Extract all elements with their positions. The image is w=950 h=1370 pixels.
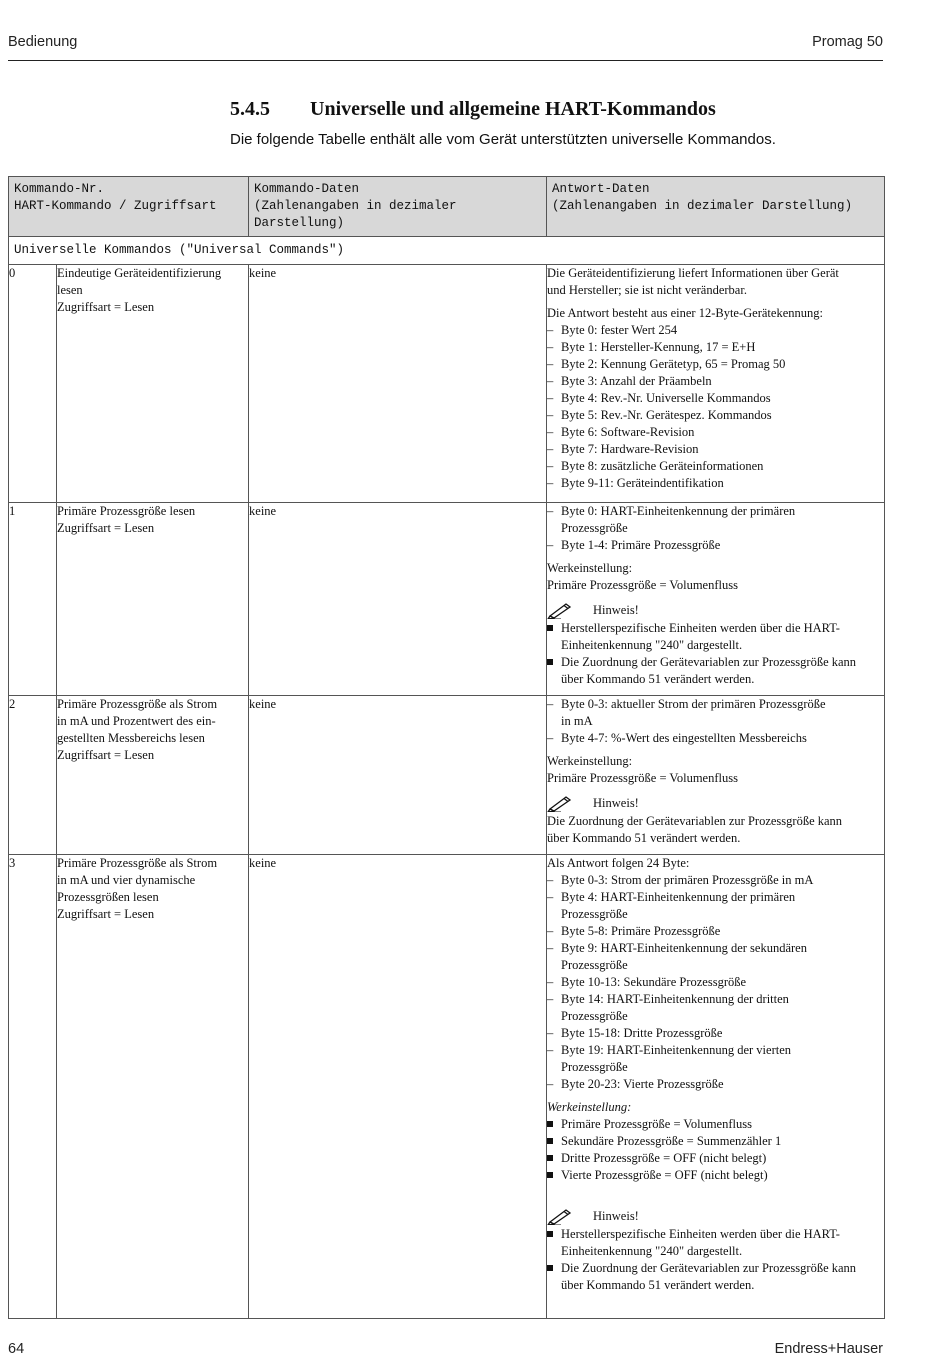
note-text: über Kommando 51 verändert werden. bbox=[561, 1278, 755, 1292]
table-row bbox=[9, 696, 885, 855]
list-item-text: Byte 0-3: Strom der primären Prozessgröße in mA bbox=[561, 873, 814, 887]
command-text: lesen bbox=[57, 283, 83, 297]
header-command-data bbox=[249, 177, 547, 237]
list-item-text: Byte 0: HART-Einheitenkennung der primären bbox=[561, 504, 796, 518]
list-item: – Byte 1: Hersteller-Kennung, 17 = E+H bbox=[547, 339, 884, 356]
factory-setting-item: Sekundäre Prozessgröße = Summenzähler 1 bbox=[547, 1133, 884, 1150]
list-item: – Byte 6: Software-Revision bbox=[547, 424, 884, 441]
command-data: keine bbox=[249, 503, 547, 696]
list-item-text: Prozessgröße bbox=[561, 521, 628, 535]
command-text: Primäre Prozessgröße lesen bbox=[57, 504, 196, 518]
header-command-line1: Kommando-Nr. bbox=[14, 182, 105, 196]
access-mode: Zugriffsart = Lesen bbox=[57, 907, 155, 921]
header-data-line1: Kommando-Daten bbox=[254, 182, 360, 196]
response-data bbox=[547, 696, 885, 855]
header-response-data bbox=[547, 177, 885, 237]
list-item bbox=[547, 974, 884, 991]
list-item: – Byte 9-11: Geräteindentifikation bbox=[547, 475, 884, 492]
section-title: Universelle und allgemeine HART-Kommandos bbox=[310, 98, 716, 120]
response-text: Als Antwort folgen 24 Byte: bbox=[547, 856, 690, 870]
list-item bbox=[547, 696, 884, 730]
note-title: Hinweis! bbox=[593, 602, 639, 617]
list-item: – Byte 7: Hardware-Revision bbox=[547, 441, 884, 458]
note-text: Die Zuordnung der Gerätevariablen zur Prozessgröße kann bbox=[547, 814, 843, 828]
note-text: Einheitenkennung "240" dargestellt. bbox=[561, 1244, 743, 1258]
note-title: Hinweis! bbox=[593, 795, 639, 810]
access-mode: Zugriffsart = Lesen bbox=[57, 521, 155, 535]
command-number: 3 bbox=[9, 855, 57, 1319]
note-item bbox=[547, 620, 884, 654]
list-item bbox=[547, 889, 884, 923]
command-text: Primäre Prozessgröße als Strom bbox=[57, 856, 218, 870]
page-number: 64 bbox=[8, 1341, 25, 1357]
section-number: 5.4.5 bbox=[230, 98, 270, 120]
response-text: Die Antwort besteht aus einer 12-Byte-Gerätekennung: bbox=[547, 306, 823, 320]
list-item bbox=[547, 730, 884, 747]
command-description bbox=[57, 696, 249, 855]
table-row bbox=[9, 265, 885, 503]
list-item: – Byte 0: fester Wert 254 bbox=[547, 322, 884, 339]
list-item-text: Byte 10-13: Sekundäre Prozessgröße bbox=[561, 975, 747, 989]
command-text: Primäre Prozessgröße als Strom bbox=[57, 697, 218, 711]
running-header-chapter: Bedienung bbox=[8, 34, 78, 50]
pencil-note-icon bbox=[547, 1207, 573, 1225]
access-mode: Zugriffsart = Lesen bbox=[57, 748, 155, 762]
response-text: und Hersteller; sie ist nicht veränderbar. bbox=[547, 283, 747, 297]
header-command-line2: HART-Kommando / Zugriffsart bbox=[14, 199, 217, 213]
list-item-text: Byte 5-8: Primäre Prozessgröße bbox=[561, 924, 721, 938]
list-item-text: Byte 20-23: Vierte Prozessgröße bbox=[561, 1077, 724, 1091]
note-heading bbox=[547, 600, 884, 620]
note-heading bbox=[547, 1206, 884, 1226]
command-text: gestellten Messbereichs lesen bbox=[57, 731, 205, 745]
note-text: Herstellerspezifische Einheiten werden über die HART- bbox=[561, 621, 840, 635]
intro-text: Die folgende Tabelle enthält alle vom Gerät unterstützten universelle Kommandos. bbox=[230, 131, 776, 148]
command-text: in mA und vier dynamische bbox=[57, 873, 196, 887]
note-text: Einheitenkennung "240" dargestellt. bbox=[561, 638, 743, 652]
command-data: keine bbox=[249, 696, 547, 855]
note-text: Die Zuordnung der Gerätevariablen zur Prozessgröße kann bbox=[561, 655, 857, 669]
note-text: über Kommando 51 verändert werden. bbox=[561, 672, 755, 686]
note-text: Herstellerspezifische Einheiten werden über die HART- bbox=[561, 1227, 840, 1241]
list-item-text: in mA bbox=[561, 714, 593, 728]
list-item: – Byte 8: zusätzliche Geräteinformationen bbox=[547, 458, 884, 475]
command-text: Prozessgrößen lesen bbox=[57, 890, 159, 904]
table-header-row bbox=[9, 177, 885, 237]
response-data bbox=[547, 855, 885, 1319]
note-item bbox=[547, 1260, 884, 1294]
list-item: – Byte 5: Rev.-Nr. Gerätespez. Kommandos bbox=[547, 407, 884, 424]
list-item bbox=[547, 991, 884, 1025]
group-label: Universelle Kommandos ("Universal Commands") bbox=[9, 237, 885, 265]
table-row bbox=[9, 503, 885, 696]
list-item bbox=[547, 503, 884, 537]
list-item bbox=[547, 940, 884, 974]
list-item bbox=[547, 1076, 884, 1093]
response-data bbox=[547, 503, 885, 696]
brand-name: Endress+Hauser bbox=[774, 1341, 883, 1357]
running-header-product: Promag 50 bbox=[812, 34, 883, 50]
command-number: 0 bbox=[9, 265, 57, 503]
response-data bbox=[547, 265, 885, 503]
factory-setting-value: Primäre Prozessgröße = Volumenfluss bbox=[547, 771, 738, 785]
list-item-text: Prozessgröße bbox=[561, 907, 628, 921]
list-item-text: Byte 14: HART-Einheitenkennung der dritten bbox=[561, 992, 789, 1006]
factory-setting-label: Werkeinstellung: bbox=[547, 754, 633, 768]
pencil-note-icon bbox=[547, 794, 573, 812]
access-mode: Zugriffsart = Lesen bbox=[57, 300, 155, 314]
factory-setting-item: Dritte Prozessgröße = OFF (nicht belegt) bbox=[547, 1150, 884, 1167]
header-command bbox=[9, 177, 249, 237]
factory-setting-value: Primäre Prozessgröße = Volumenfluss bbox=[547, 578, 738, 592]
factory-setting-item: Vierte Prozessgröße = OFF (nicht belegt) bbox=[547, 1167, 884, 1184]
header-data-line2: (Zahlenangaben in dezimaler Darstellung) bbox=[254, 199, 457, 230]
command-data: keine bbox=[249, 855, 547, 1319]
command-text: in mA und Prozentwert des ein- bbox=[57, 714, 216, 728]
note-item bbox=[547, 1226, 884, 1260]
note-title: Hinweis! bbox=[593, 1208, 639, 1223]
note-heading bbox=[547, 793, 884, 813]
list-item-text: Prozessgröße bbox=[561, 958, 628, 972]
command-description bbox=[57, 265, 249, 503]
hart-command-table bbox=[8, 176, 885, 1319]
list-item-text: Byte 0-3: aktueller Strom der primären Prozessgröße bbox=[561, 697, 826, 711]
factory-setting-item: Primäre Prozessgröße = Volumenfluss bbox=[547, 1116, 884, 1133]
note-item bbox=[547, 654, 884, 688]
list-item-text: Prozessgröße bbox=[561, 1060, 628, 1074]
table-group-row bbox=[9, 237, 885, 265]
command-number: 1 bbox=[9, 503, 57, 696]
table-row bbox=[9, 855, 885, 1319]
list-item-text: Byte 19: HART-Einheitenkennung der vierten bbox=[561, 1043, 792, 1057]
response-text: Die Geräteidentifizierung liefert Informationen über Gerät bbox=[547, 266, 839, 280]
command-data: keine bbox=[249, 265, 547, 503]
pencil-note-icon bbox=[547, 601, 573, 619]
section-heading bbox=[230, 98, 716, 121]
factory-setting-label: Werkeinstellung: bbox=[547, 561, 633, 575]
list-item-text: Prozessgröße bbox=[561, 1009, 628, 1023]
list-item-text: Byte 1-4: Primäre Prozessgröße bbox=[561, 538, 721, 552]
note-text: über Kommando 51 verändert werden. bbox=[547, 831, 741, 845]
list-item bbox=[547, 923, 884, 940]
factory-setting-label: Werkeinstellung: bbox=[547, 1100, 632, 1114]
header-rule bbox=[8, 60, 883, 61]
list-item bbox=[547, 1042, 884, 1076]
list-item bbox=[547, 872, 884, 889]
command-description bbox=[57, 503, 249, 696]
header-response-line1: Antwort-Daten bbox=[552, 182, 650, 196]
command-text: Eindeutige Geräteidentifizierung bbox=[57, 266, 222, 280]
note-text: Die Zuordnung der Gerätevariablen zur Prozessgröße kann bbox=[561, 1261, 857, 1275]
header-response-line2: (Zahlenangaben in dezimaler Darstellung) bbox=[552, 199, 853, 213]
list-item bbox=[547, 1025, 884, 1042]
list-item-text: Byte 15-18: Dritte Prozessgröße bbox=[561, 1026, 723, 1040]
list-item bbox=[547, 537, 884, 554]
list-item-text: Byte 4-7: %-Wert des eingestellten Messbereichs bbox=[561, 731, 807, 745]
command-description bbox=[57, 855, 249, 1319]
list-item-text: Byte 9: HART-Einheitenkennung der sekundären bbox=[561, 941, 807, 955]
list-item-text: Byte 4: HART-Einheitenkennung der primären bbox=[561, 890, 796, 904]
list-item: – Byte 2: Kennung Gerätetyp, 65 = Promag 50 bbox=[547, 356, 884, 373]
command-number: 2 bbox=[9, 696, 57, 855]
list-item: – Byte 4: Rev.-Nr. Universelle Kommandos bbox=[547, 390, 884, 407]
list-item: – Byte 3: Anzahl der Präambeln bbox=[547, 373, 884, 390]
